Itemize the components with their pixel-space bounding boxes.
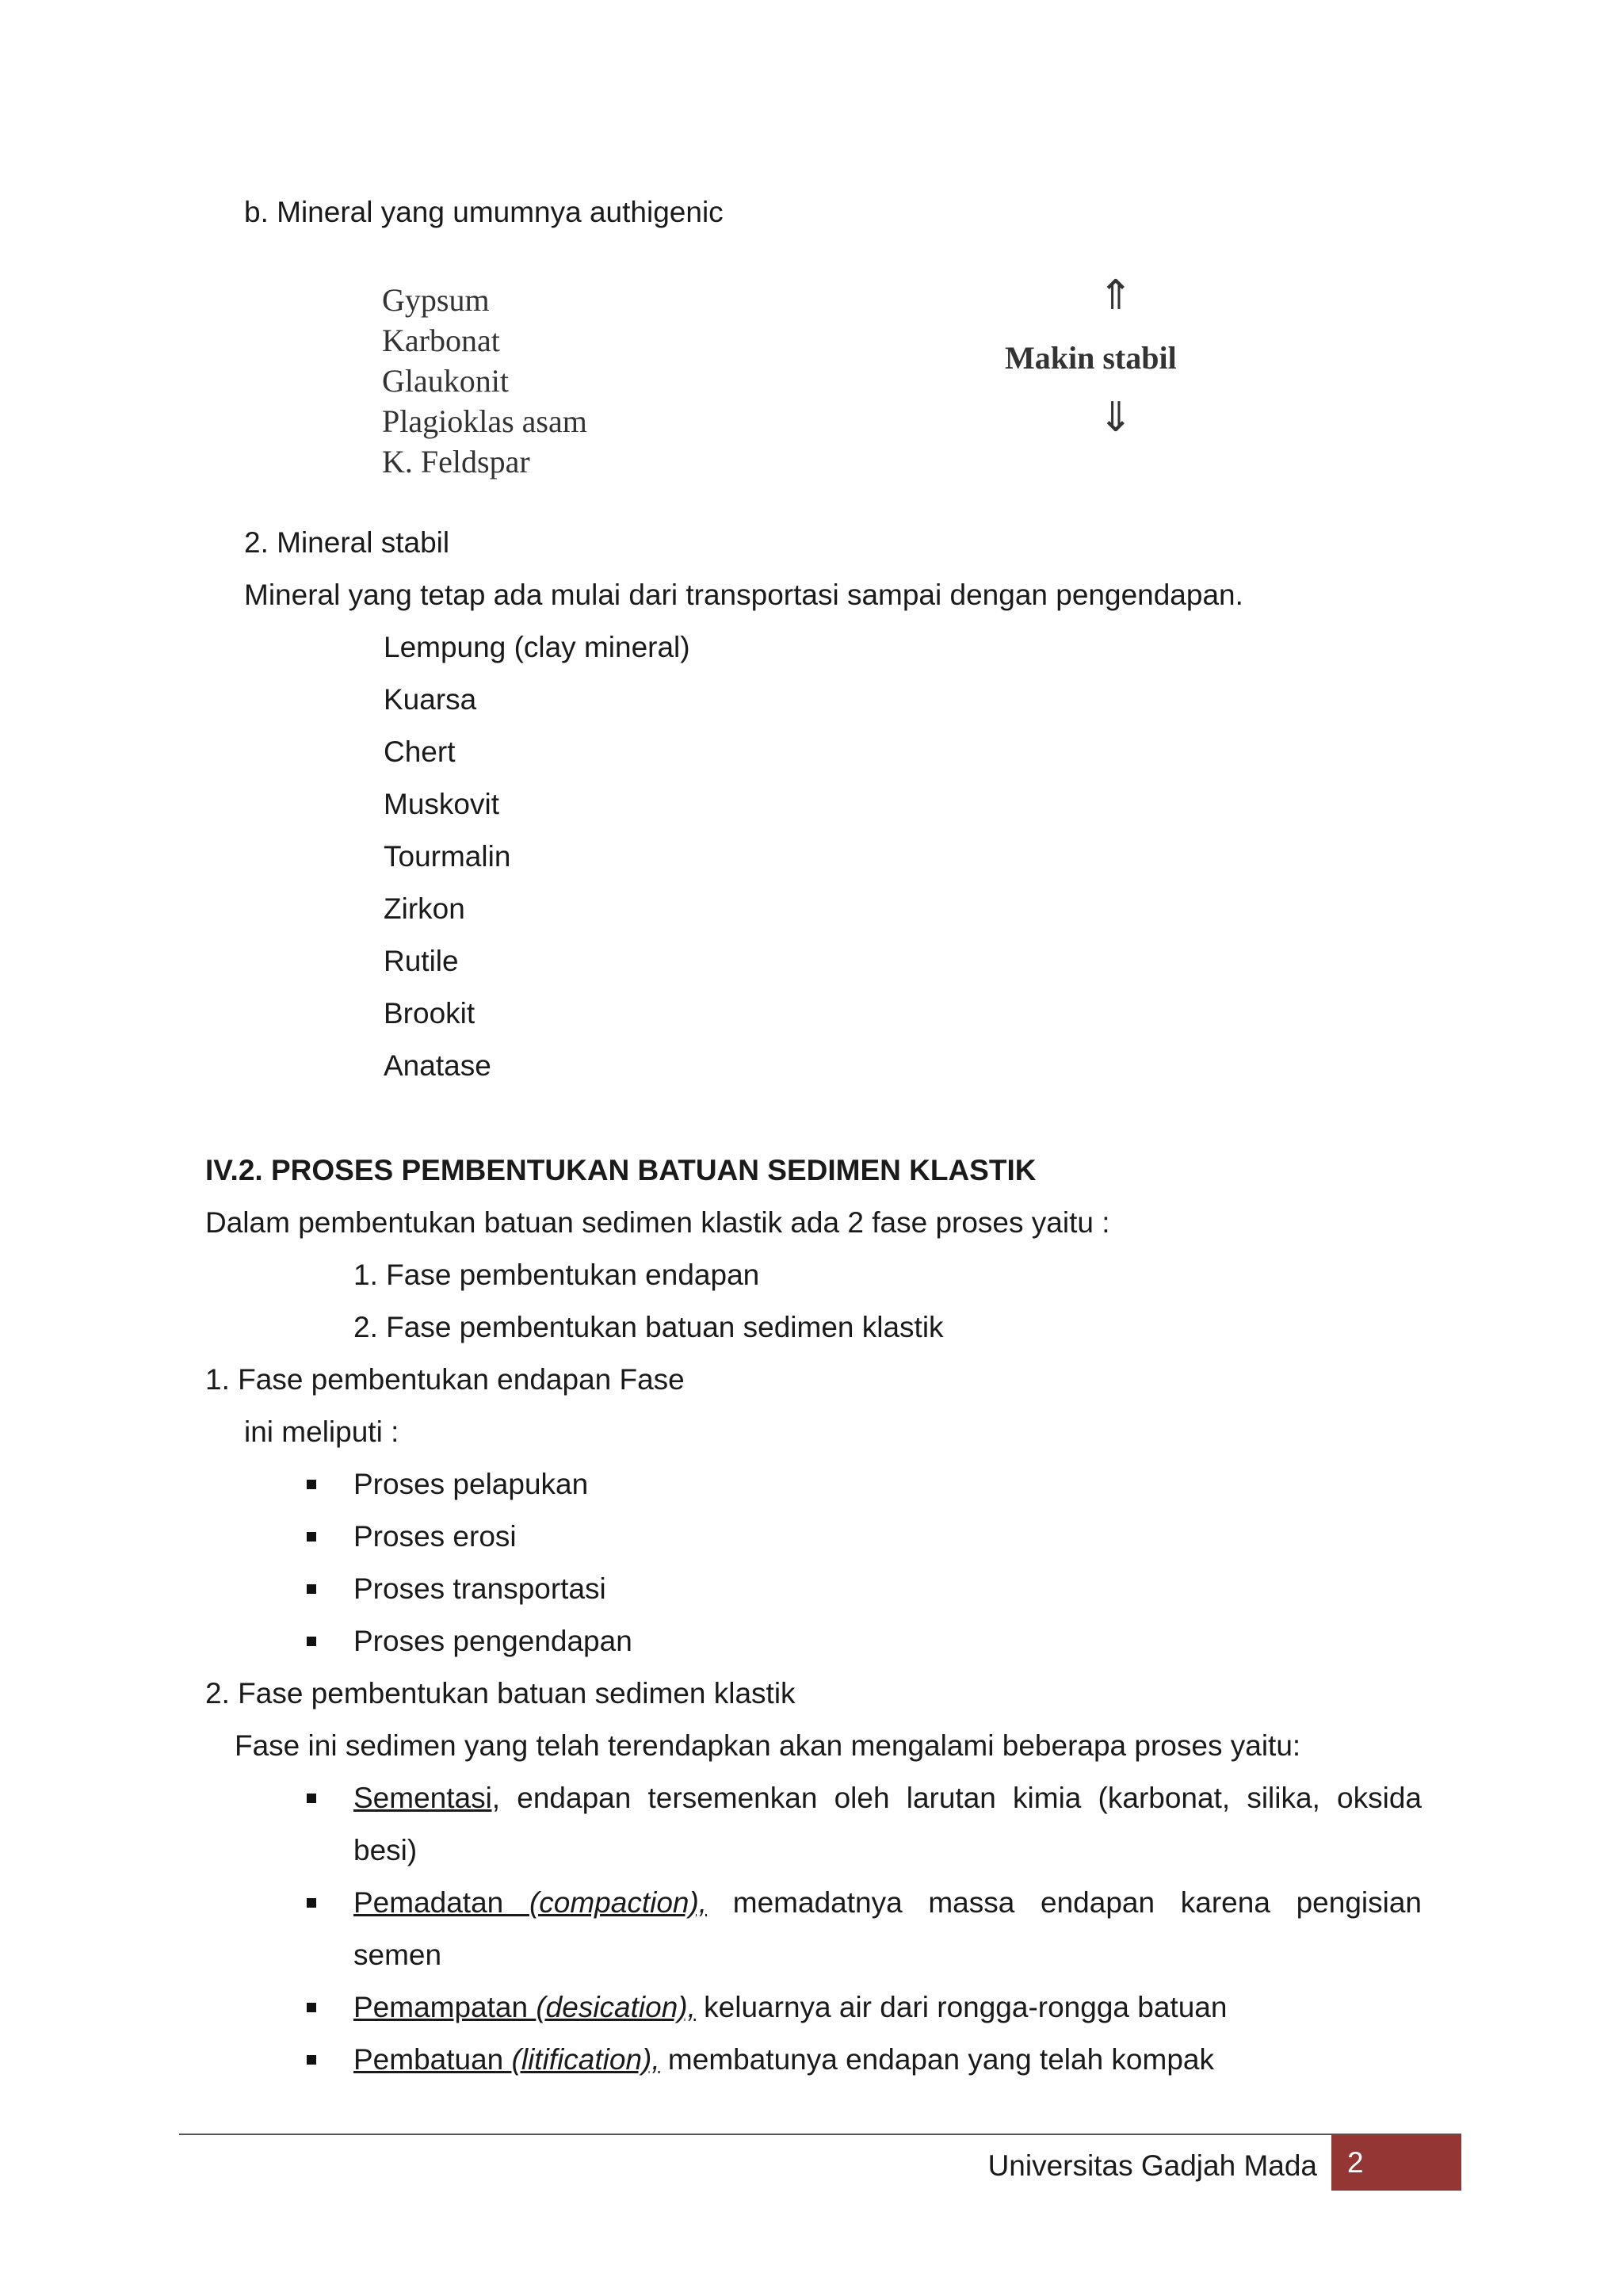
authigenic-item: Glaukonit — [382, 363, 509, 399]
page-number: 2 — [1347, 2146, 1364, 2179]
phase1-heading: 1. Fase pembentukan endapan Fase — [205, 1363, 685, 1396]
process-term: Pembatuan (litification), — [353, 2043, 660, 2076]
bullet-icon — [307, 1584, 316, 1594]
phase2-heading: 2. Fase pembentukan batuan sedimen klastik — [205, 1677, 796, 1710]
stable-item: Brookit — [384, 997, 475, 1030]
arrow-down-icon: ⇓ — [1098, 395, 1133, 441]
phase1-item: Proses transportasi — [353, 1572, 606, 1605]
stable-item: Muskovit — [384, 788, 499, 820]
stable-item: Rutile — [384, 945, 459, 977]
bullet-icon — [307, 2055, 316, 2065]
stable-item: Lempung (clay mineral) — [384, 631, 690, 663]
process-description: memadatnya massa endapan karena pengisian — [732, 1886, 1422, 1919]
stable-description: Mineral yang tetap ada mulai dari transportasi sampai dengan pengendapan. — [244, 579, 1243, 611]
bullet-icon — [307, 2003, 316, 2012]
phase2-intro: Fase ini sedimen yang telah terendapkan akan mengalami beberapa proses yaitu: — [235, 1729, 1301, 1762]
phase-list-item: 2. Fase pembentukan batuan sedimen klastik — [353, 1311, 944, 1343]
footer-institution: Universitas Gadjah Mada — [987, 2149, 1317, 2182]
section-intro: Dalam pembentukan batuan sedimen klastik ada 2 fase proses yaitu : — [205, 1206, 1110, 1239]
process-description: endapan tersemenkan oleh larutan kimia (karbonat, silika, oksida — [517, 1782, 1422, 1814]
phase1-sub: ini meliputi : — [244, 1415, 399, 1448]
bullet-icon — [307, 1480, 316, 1489]
bullet-icon — [307, 1794, 316, 1803]
process-term: Pemampatan (desication), — [353, 1991, 696, 2023]
section-b-heading: b. Mineral yang umumnya authigenic — [244, 196, 724, 228]
footer-divider — [179, 2134, 1461, 2135]
authigenic-item: Gypsum — [382, 282, 490, 318]
stable-item: Tourmalin — [384, 840, 511, 873]
stable-item: Anatase — [384, 1049, 491, 1082]
authigenic-item: Karbonat — [382, 323, 500, 358]
stable-item: Chert — [384, 735, 456, 768]
bullet-icon — [307, 1637, 316, 1646]
process-description: membatunya endapan yang telah kompak — [659, 2043, 1214, 2076]
stable-item: Kuarsa — [384, 683, 477, 716]
phase1-item: Proses pengendapan — [353, 1625, 632, 1657]
process-description-cont: semen — [353, 1939, 442, 1971]
process-item-pemadatan — [353, 1885, 1422, 1921]
authigenic-item: K. Feldspar — [382, 444, 530, 479]
bullet-icon — [307, 1898, 316, 1908]
process-term: Sementasi, — [353, 1782, 501, 1814]
arrow-up-icon: ⇑ — [1098, 273, 1133, 319]
stability-label: Makin stabil — [1005, 340, 1177, 376]
process-item-pembatuan — [353, 2042, 1214, 2078]
phase-list-item: 1. Fase pembentukan endapan — [353, 1259, 760, 1291]
phase1-item: Proses pelapukan — [353, 1468, 589, 1500]
process-description-cont: besi) — [353, 1834, 418, 1866]
stable-item: Zirkon — [384, 892, 465, 925]
bullet-icon — [307, 1532, 316, 1541]
phase1-item: Proses erosi — [353, 1520, 517, 1553]
authigenic-item: Plagioklas asam — [382, 403, 587, 439]
process-description: keluarnya air dari rongga-rongga batuan — [695, 1991, 1228, 2023]
stable-heading: 2. Mineral stabil — [244, 526, 450, 559]
process-term: Pemadatan (compaction), — [353, 1886, 708, 1919]
process-item-sementasi — [353, 1780, 1422, 1817]
section-title: IV.2. PROSES PEMBENTUKAN BATUAN SEDIMEN KLASTIK — [205, 1154, 1037, 1186]
process-item-pemampatan — [353, 1989, 1227, 2026]
